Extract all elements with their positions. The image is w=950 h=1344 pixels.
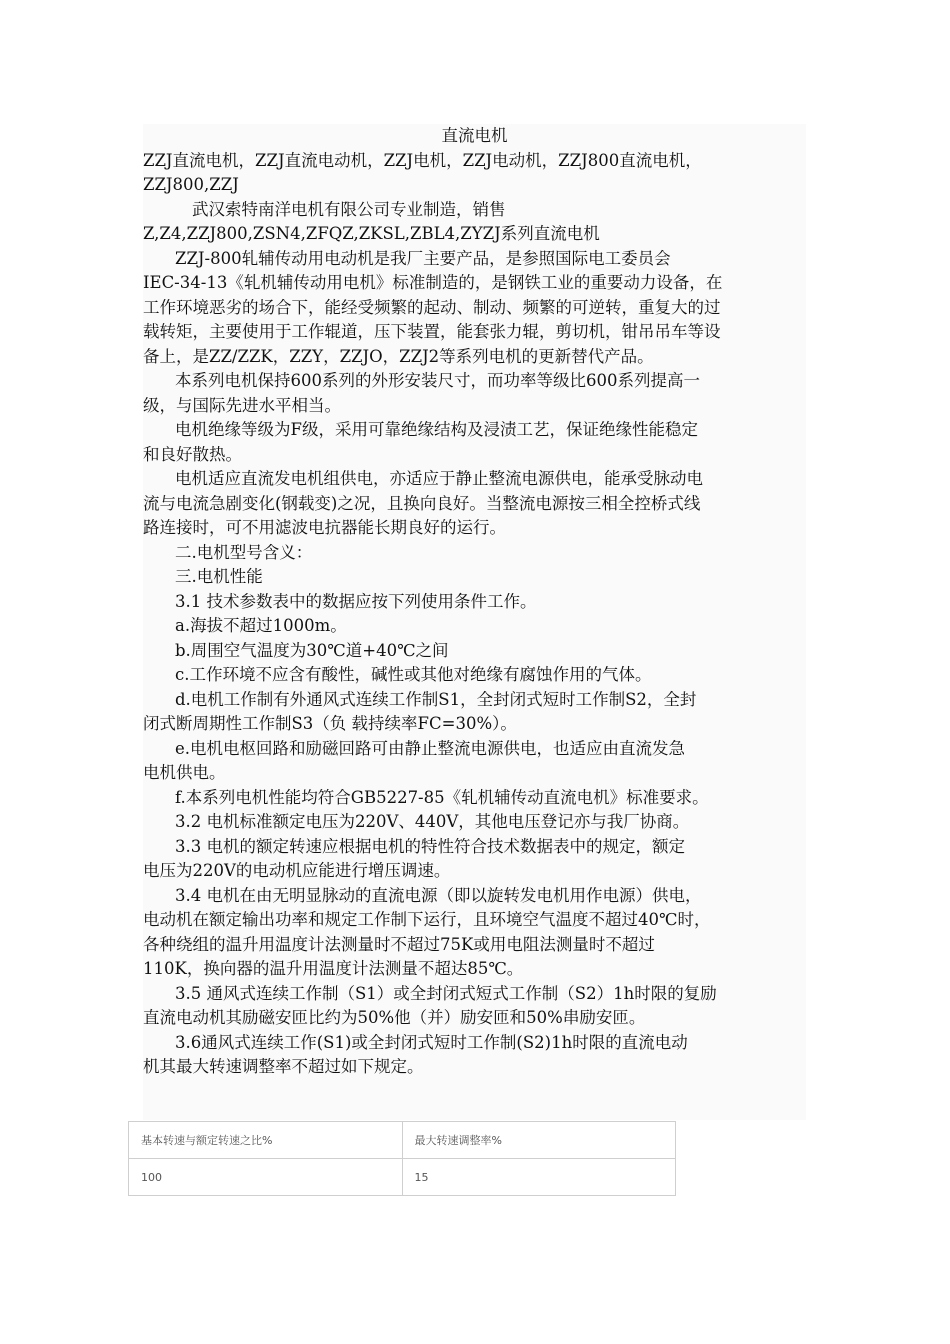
text-line: 级，与国际先进水平相当。 bbox=[143, 395, 341, 415]
document-body bbox=[143, 124, 806, 1080]
text-line: 本系列电机保持600系列的外形安装尺寸，而功率等级比600系列提高一 bbox=[175, 371, 700, 390]
text-line: 电机绝缘等级为F级，采用可靠绝缘结构及浸渍工艺，保证绝缘性能稳定 bbox=[175, 420, 698, 439]
table-cell: 15 bbox=[402, 1159, 676, 1196]
text-line: Z,Z4,ZZJ800,ZSN4,ZFQZ,ZKSL,ZBL4,ZYZJ系列直流电机 bbox=[143, 224, 600, 243]
text-line: 二.电机型号含义： bbox=[175, 542, 313, 562]
text-line: c.工作环境不应含有酸性，碱性或其他对绝缘有腐蚀作用的气体。 bbox=[175, 665, 652, 684]
text-line: 武汉索特南洋电机有限公司专业制造，销售 bbox=[192, 199, 506, 219]
text-line: 各种绕组的温升用温度计法测量时不超过75K或用电阻法测量时不超过 bbox=[143, 934, 655, 954]
text-line: 3.4 电机在由无明显脉动的直流电源（即以旋转发电机用作电源）供电， bbox=[175, 885, 702, 905]
text-line: 电压为220V的电动机应能进行增压调速。 bbox=[143, 861, 451, 880]
text-line: 备上，是ZZ/ZZK，ZZY，ZZJO，ZZJ2等系列电机的更新替代产品。 bbox=[143, 346, 654, 366]
speed-regulation-table bbox=[128, 1121, 676, 1196]
text-line: f.本系列电机性能均符合GB5227-85《轧机辅传动直流电机》标准要求。 bbox=[175, 787, 709, 807]
text-line: 3.2 电机标准额定电压为220V、440V，其他电压登记亦与我厂协商。 bbox=[175, 812, 690, 831]
text-line: 电动机在额定输出功率和规定工作制下运行，且环境空气温度不超过40℃时， bbox=[143, 910, 711, 929]
text-line: 流与电流急剧变化(钢载变)之况，且换向良好。当整流电源按三相全控桥式线 bbox=[143, 493, 701, 513]
text-line: 三.电机性能 bbox=[175, 567, 263, 586]
text-line: a.海拔不超过1000m。 bbox=[175, 616, 347, 635]
text-line: ZZJ-800轧辅传动用电动机是我厂主要产品，是参照国际电工委员会 bbox=[175, 248, 671, 268]
text-line: 工作环境恶劣的场合下，能经受频繁的起动、制动、频繁的可逆转，重复大的过 bbox=[143, 297, 721, 317]
text-line: e.电机电枢回路和励磁回路可由静止整流电源供电，也适应由直流发急 bbox=[175, 738, 686, 758]
table-header-cell: 基本转速与额定转速之比% bbox=[129, 1122, 403, 1159]
text-line: IEC-34-13《轧机辅传动用电机》标准制造的，是钢铁工业的重要动力设备，在 bbox=[143, 273, 723, 292]
text-line: 路连接时，可不用滤波电抗器能长期良好的运行。 bbox=[143, 518, 506, 537]
text-line: 3.5 通风式连续工作制（S1）或全封闭式短式工作制（S2）1h时限的复励 bbox=[175, 983, 717, 1003]
text-line: 电机适应直流发电机组供电，亦适应于静止整流电源供电，能承受脉动电 bbox=[175, 469, 703, 488]
text-line: 3.6通风式连续工作(S1)或全封闭式短时工作制(S2)1h时限的直流电动 bbox=[175, 1032, 688, 1052]
text-line: 机其最大转速调整率不超过如下规定。 bbox=[143, 1057, 424, 1076]
text-line: 闭式断周期性工作制S3（负 载持续率FC=30%）。 bbox=[143, 714, 517, 733]
text-line: 直流电动机其励磁安匝比约为50%他（并）励安匝和50%串励安匝。 bbox=[143, 1008, 646, 1027]
text-line: b.周围空气温度为30℃道+40℃之间 bbox=[175, 640, 449, 660]
text-line: 和良好散热。 bbox=[143, 444, 242, 464]
text-line: ZZJ直流电机，ZZJ直流电动机，ZZJ电机，ZZJ电动机，ZZJ800直流电机， bbox=[143, 150, 702, 170]
table-row bbox=[129, 1159, 676, 1196]
table-header-row bbox=[129, 1122, 676, 1159]
text-line: 载转矩，主要使用于工作辊道，压下装置，能套张力辊，剪切机，钳吊吊车等设 bbox=[143, 322, 721, 341]
table-cell: 100 bbox=[129, 1159, 403, 1196]
text-line: 电机供电。 bbox=[143, 763, 226, 782]
text-line: ZZJ800,ZZJ bbox=[143, 175, 239, 194]
text-line: 3.3 电机的额定转速应根据电机的特性符合技术数据表中的规定，额定 bbox=[175, 836, 685, 856]
table-header-cell: 最大转速调整率% bbox=[402, 1122, 676, 1159]
spec-table-container bbox=[128, 1121, 676, 1196]
text-line: 110K，换向器的温升用温度计法测量不超达85℃。 bbox=[143, 959, 524, 978]
document-title: 直流电机 bbox=[441, 126, 508, 145]
text-line: 3.1 技术参数表中的数据应按下列使用条件工作。 bbox=[175, 591, 537, 611]
text-line: d.电机工作制有外通风式连续工作制S1，全封闭式短时工作制S2，全封 bbox=[175, 689, 697, 709]
document-paragraphs bbox=[143, 149, 806, 1080]
